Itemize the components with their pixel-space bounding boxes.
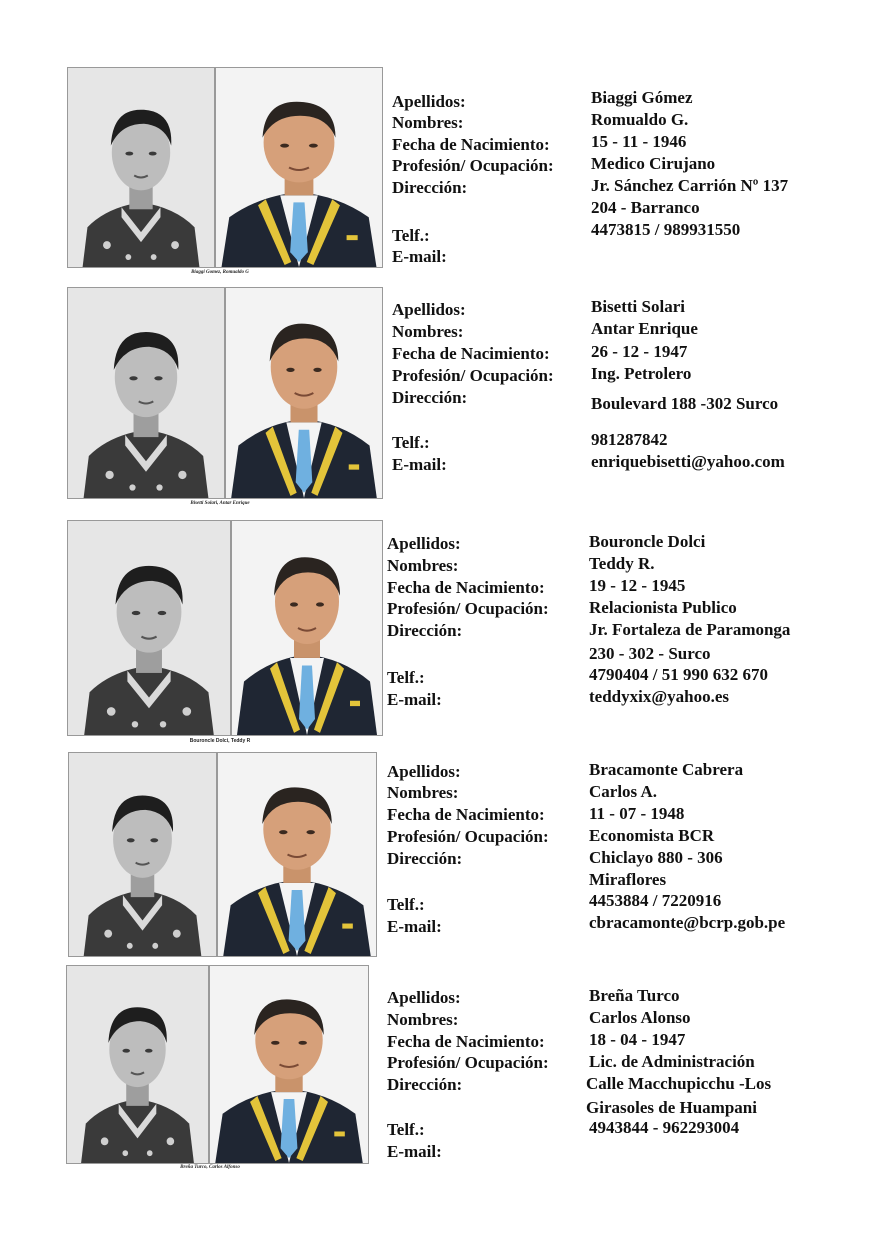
nombres-value: Antar Enrique	[591, 319, 698, 338]
profesion-label: Profesión/ Ocupación:	[387, 599, 549, 618]
email-value: enriquebisetti@yahoo.com	[591, 452, 785, 471]
apellidos-label: Apellidos:	[387, 534, 461, 553]
profesion-label: Profesión/ Ocupación:	[387, 1053, 549, 1072]
apellidos-label: Apellidos:	[392, 92, 466, 111]
nombres-value: Carlos Alonso	[589, 1008, 691, 1027]
cadet-photo	[66, 965, 209, 1164]
fecha-label: Fecha de Nacimiento:	[387, 805, 545, 824]
current-photo	[231, 520, 383, 736]
telf-label: Telf.:	[392, 226, 430, 245]
apellidos-value: Biaggi Gómez	[591, 88, 693, 107]
email-label: E-mail:	[387, 690, 442, 709]
fecha-label: Fecha de Nacimiento:	[392, 135, 550, 154]
profesion-label: Profesión/ Ocupación:	[392, 366, 554, 385]
cadet-photo	[68, 752, 217, 957]
current-photo	[225, 287, 383, 499]
email-label: E-mail:	[387, 1142, 442, 1161]
profesion-value: Medico Cirujano	[591, 154, 716, 173]
photo-caption: Bouroncle Dolci, Teddy R	[189, 738, 251, 744]
nombres-value: Teddy R.	[589, 554, 655, 573]
direccion-value: Jr. Fortaleza de Paramonga	[589, 620, 791, 639]
fecha-value: 11 - 07 - 1948	[589, 804, 685, 823]
direccion-value-line2: 230 - 302 - Surco	[589, 644, 711, 663]
direccion-label: Dirección:	[387, 621, 463, 640]
email-value: cbracamonte@bcrp.gob.pe	[589, 913, 786, 932]
fecha-value: 18 - 04 - 1947	[589, 1030, 686, 1049]
profesion-value: Economista BCR	[589, 826, 715, 845]
telf-label: Telf.:	[387, 895, 425, 914]
nombres-value: Romualdo G.	[591, 110, 689, 129]
telf-label: Telf.:	[392, 433, 430, 452]
nombres-label: Nombres:	[392, 113, 464, 132]
telf-label: Telf.:	[387, 668, 425, 687]
telf-value: 4790404 / 51 990 632 670	[589, 665, 768, 684]
telf-value: 4453884 / 7220916	[589, 891, 722, 910]
apellidos-value: Bisetti Solari	[591, 297, 685, 316]
nombres-label: Nombres:	[387, 556, 459, 575]
fecha-value: 19 - 12 - 1945	[589, 576, 686, 595]
fecha-label: Fecha de Nacimiento:	[387, 1032, 545, 1051]
direccion-value: Jr. Sánchez Carrión Nº 137	[591, 176, 789, 195]
direccion-value: Chiclayo 880 - 306	[589, 848, 723, 867]
profesion-value: Lic. de Administración	[589, 1052, 755, 1071]
email-label: E-mail:	[392, 247, 447, 266]
photo-caption: Bisetti Solari, Antar Enrique	[190, 501, 250, 506]
nombres-label: Nombres:	[387, 1010, 459, 1029]
cadet-photo	[67, 287, 225, 499]
fecha-value: 26 - 12 - 1947	[591, 342, 688, 361]
profesion-label: Profesión/ Ocupación:	[392, 156, 554, 175]
telf-value: 4473815 / 989931550	[591, 220, 741, 239]
cadet-photo	[67, 67, 215, 268]
apellidos-value: Breña Turco	[589, 986, 680, 1005]
profesion-value: Relacionista Publico	[589, 598, 737, 617]
telf-label: Telf.:	[387, 1120, 425, 1139]
direccion-label: Dirección:	[392, 178, 468, 197]
email-value: teddyxix@yahoo.es	[589, 687, 730, 706]
profesion-value: Ing. Petrolero	[591, 364, 692, 383]
current-photo	[215, 67, 383, 268]
current-photo	[217, 752, 377, 957]
nombres-label: Nombres:	[392, 322, 464, 341]
current-photo	[209, 965, 369, 1164]
email-label: E-mail:	[387, 917, 442, 936]
fecha-label: Fecha de Nacimiento:	[392, 344, 550, 363]
telf-value: 4943844 - 962293004	[589, 1118, 740, 1137]
cadet-photo	[67, 520, 231, 736]
email-label: E-mail:	[392, 455, 447, 474]
direccion-label: Dirección:	[387, 849, 463, 868]
photo-caption: Biaggi Gomez, Romualdo G	[191, 270, 249, 275]
direccion-value-line2: Girasoles de Huampani	[586, 1098, 757, 1117]
apellidos-label: Apellidos:	[392, 300, 466, 319]
apellidos-value: Bouroncle Dolci	[589, 532, 706, 551]
direccion-label: Dirección:	[387, 1075, 463, 1094]
nombres-label: Nombres:	[387, 783, 459, 802]
fecha-value: 15 - 11 - 1946	[591, 132, 687, 151]
nombres-value: Carlos A.	[589, 782, 657, 801]
apellidos-label: Apellidos:	[387, 762, 461, 781]
photo-caption: Breña Turco, Carlos Alfonso	[180, 1165, 240, 1170]
direccion-value-line2: Miraflores	[589, 870, 667, 889]
direccion-value: Calle Macchupicchu -Los	[586, 1074, 772, 1093]
direccion-label: Dirección:	[392, 388, 468, 407]
direccion-value-line2: 204 - Barranco	[591, 198, 700, 217]
apellidos-label: Apellidos:	[387, 988, 461, 1007]
apellidos-value: Bracamonte Cabrera	[589, 760, 744, 779]
profesion-label: Profesión/ Ocupación:	[387, 827, 549, 846]
direccion-value: Boulevard 188 -302 Surco	[591, 394, 779, 413]
telf-value: 981287842	[591, 430, 668, 449]
fecha-label: Fecha de Nacimiento:	[387, 578, 545, 597]
